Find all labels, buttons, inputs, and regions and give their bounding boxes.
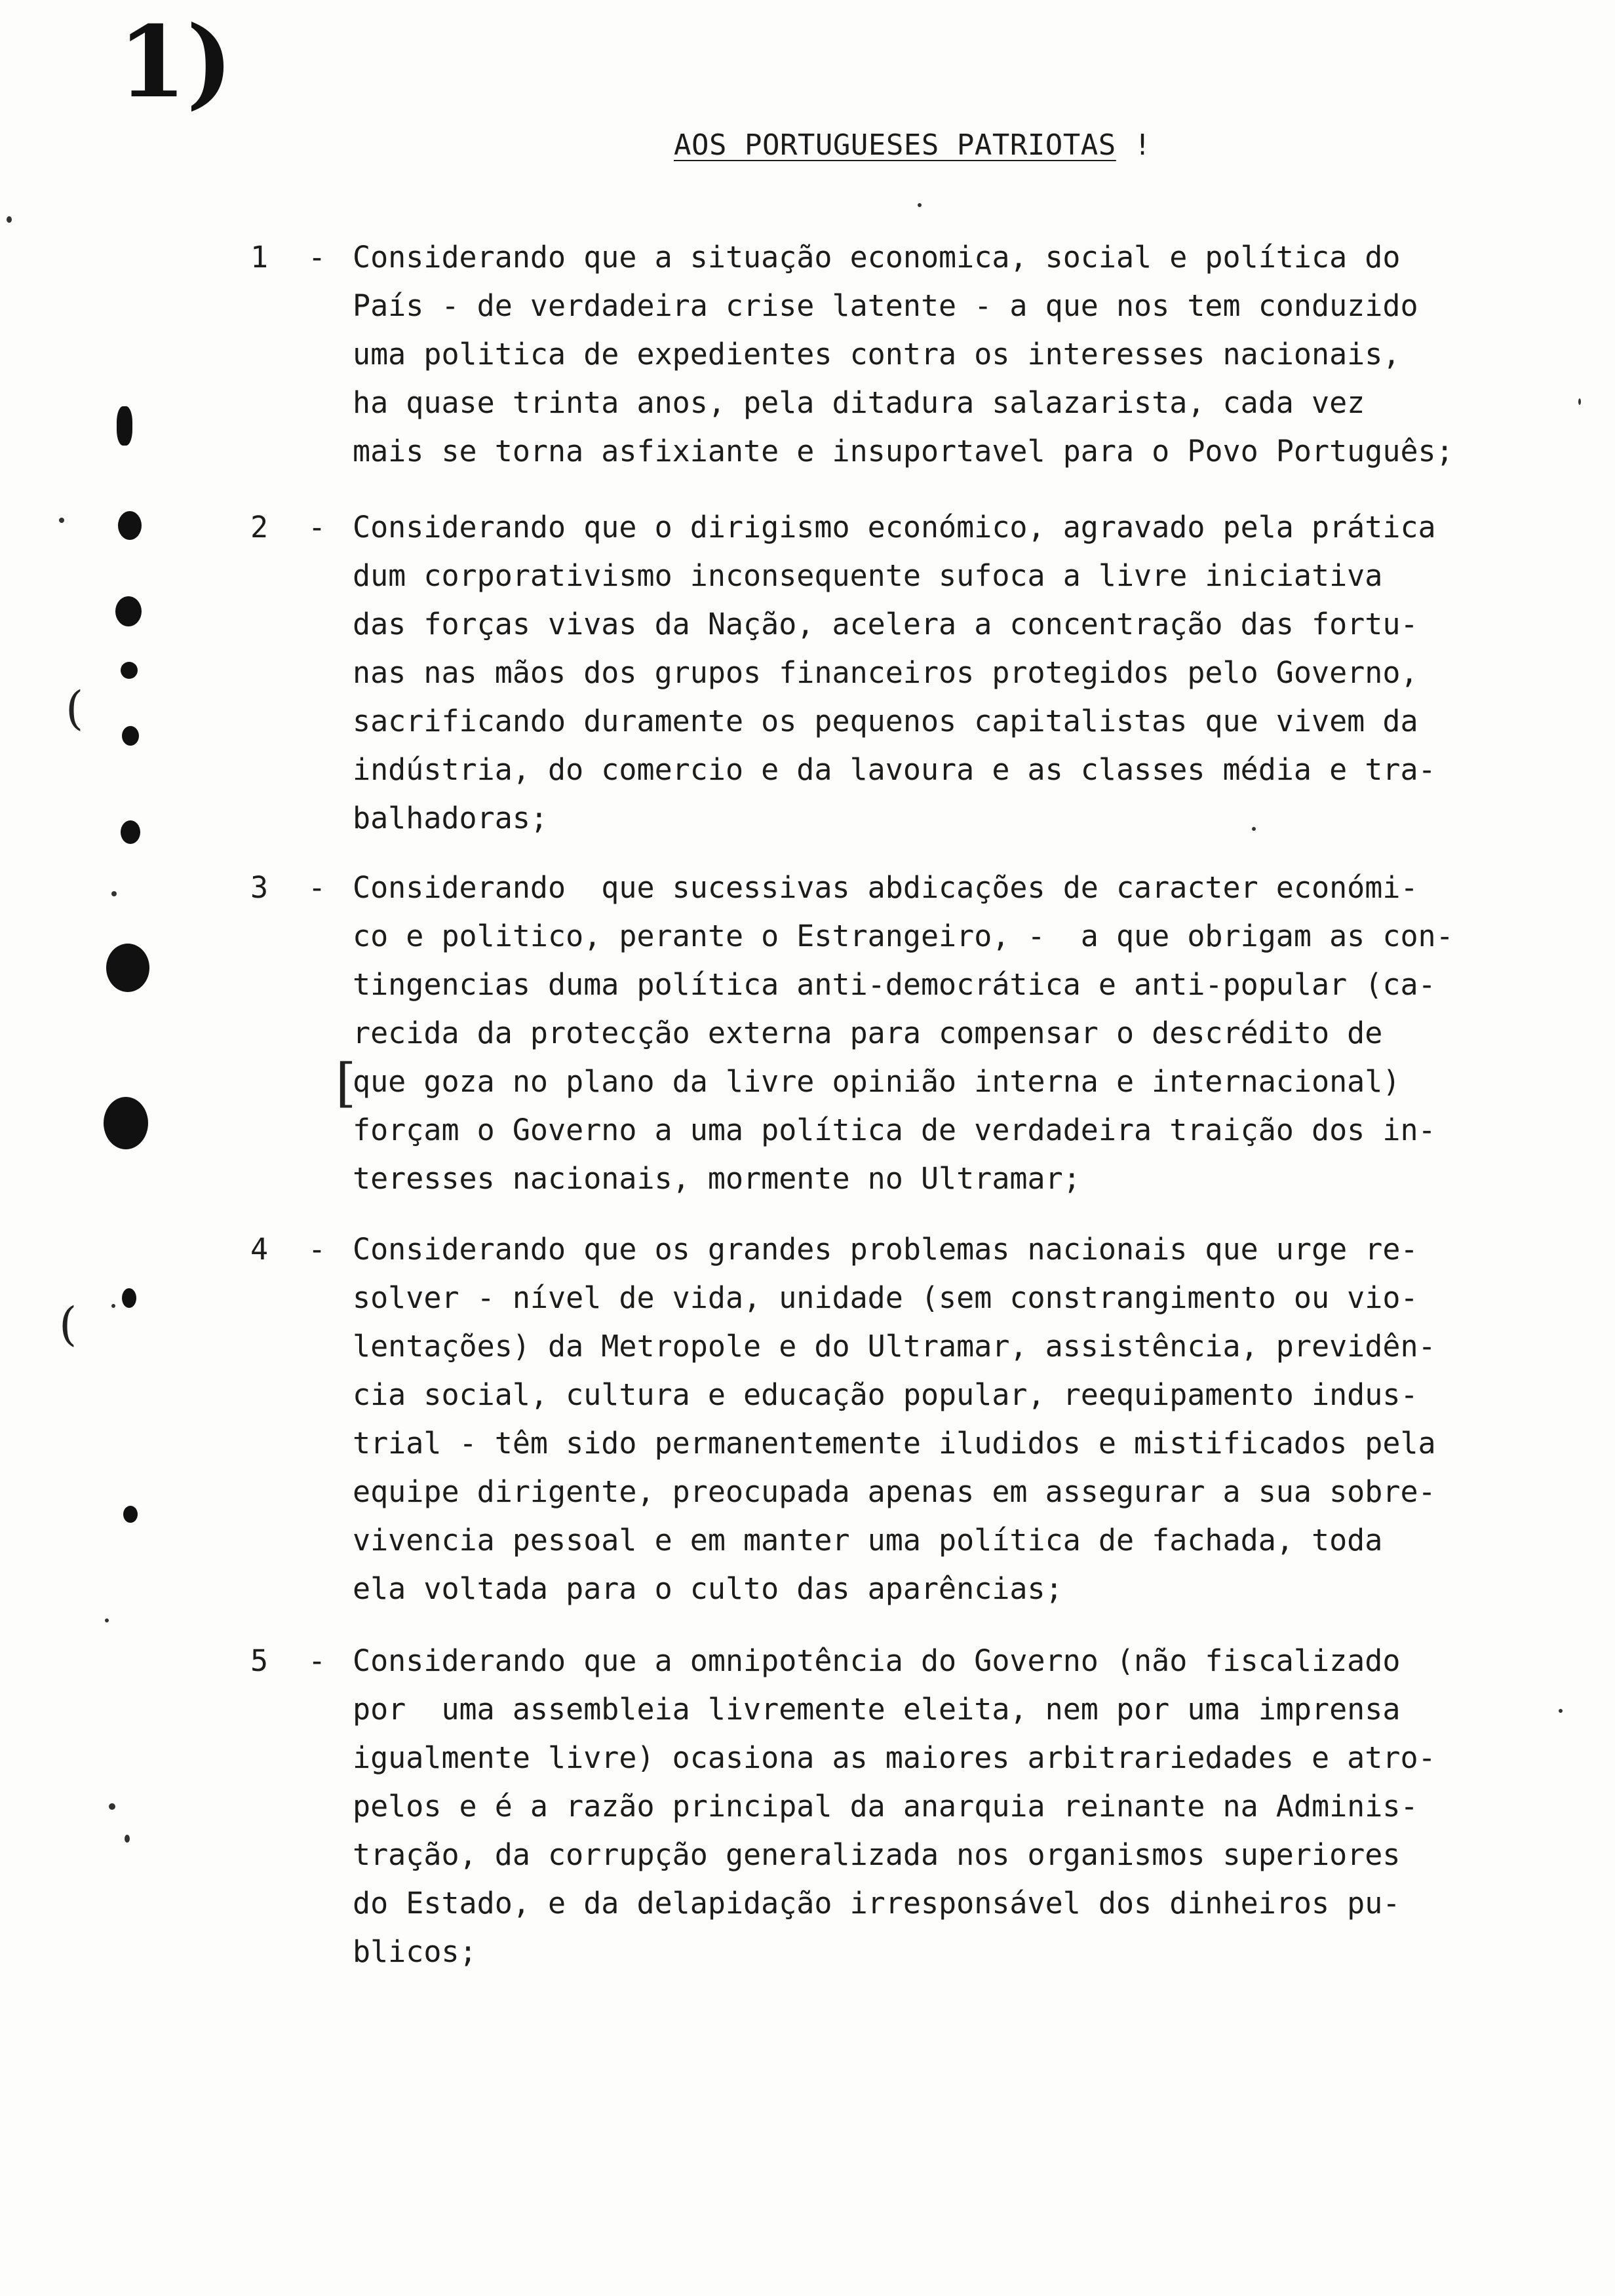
text-line: pelos e é a razão principal da anarquia reinante na Adminis- — [353, 1789, 1418, 1824]
text-line: por uma assembleia livremente eleita, nem por uma imprensa — [353, 1692, 1401, 1727]
text-line: nas nas mãos dos grupos financeiros protegidos pelo Governo, — [353, 655, 1418, 690]
scan-speck — [1252, 827, 1256, 831]
text-line: indústria, do comercio e da lavoura e as classes média e tra- — [353, 752, 1436, 787]
text-line: sacrificando duramente os pequenos capitalistas que vivem da — [353, 704, 1418, 738]
handwritten-margin-mark: 1) — [118, 5, 233, 120]
pen-arc-mark: ( — [59, 1297, 77, 1351]
punch-hole-mark — [121, 820, 140, 844]
scan-speck — [7, 216, 12, 223]
paragraph-dash: - — [308, 870, 326, 905]
text-line: solver - nível de vida, unidade (sem constrangimento ou vio- — [353, 1280, 1418, 1315]
text-line: do Estado, e da delapidação irresponsável dos dinheiros pu- — [353, 1886, 1401, 1921]
text-line: tingencias duma política anti-democrática e anti-popular (ca- — [353, 967, 1436, 1002]
text-line: Considerando que a omnipotência do Governo (não fiscalizado — [353, 1643, 1401, 1678]
text-line: teresses nacionais, mormente no Ultramar; — [353, 1161, 1081, 1196]
punch-hole-mark — [122, 726, 139, 746]
paragraph-number: 4 — [250, 1232, 269, 1267]
text-line: ela voltada para o culto das aparências; — [353, 1571, 1063, 1606]
text-line: balhadoras; — [353, 801, 549, 835]
scan-speck — [1559, 1709, 1563, 1713]
text-line: Considerando que sucessivas abdicações de caracter económi- — [353, 870, 1418, 905]
scan-speck — [125, 1835, 130, 1843]
text-line: das forças vivas da Nação, acelera a concentração das fortu- — [353, 607, 1418, 641]
text-line: trial - têm sido permanentemente iludidos e mistificados pela — [353, 1426, 1436, 1461]
text-line: País - de verdadeira crise latente - a que nos tem conduzido — [353, 288, 1418, 323]
paragraph-number: 1 — [250, 240, 269, 275]
paragraph-number: 5 — [250, 1643, 269, 1678]
punch-hole-mark — [121, 662, 138, 679]
text-line: blicos; — [353, 1934, 477, 1969]
text-line: recida da protecção externa para compensar o descrédito de — [353, 1016, 1383, 1050]
punch-hole-mark — [118, 511, 142, 540]
punch-hole-mark — [106, 944, 149, 992]
paragraph-number: 3 — [250, 870, 269, 905]
text-line: forçam o Governo a uma política de verdadeira traição dos in- — [353, 1113, 1436, 1147]
title-suffix: ! — [1116, 128, 1152, 162]
text-line: Considerando que o dirigismo económico, agravado pela prática — [353, 510, 1436, 545]
paragraph-text — [353, 1637, 1598, 1976]
scan-speck — [59, 518, 64, 523]
text-line: vivencia pessoal e em manter uma política de fachada, toda — [353, 1523, 1383, 1558]
pen-bracket-mark: [ — [336, 1052, 357, 1113]
punch-hole-mark — [115, 596, 142, 626]
title-text: AOS PORTUGUESES PATRIOTAS — [674, 128, 1116, 162]
text-line: ha quase trinta anos, pela ditadura salazarista, cada vez — [353, 385, 1365, 420]
paragraph-text — [353, 503, 1598, 843]
paragraph-number: 2 — [250, 510, 269, 545]
scan-speck — [105, 1618, 109, 1622]
paragraph-dash: - — [308, 1643, 326, 1678]
text-line: lentações) da Metropole e do Ultramar, assistência, previdên- — [353, 1329, 1436, 1364]
text-line: cia social, cultura e educação popular, reequipamento indus- — [353, 1377, 1418, 1412]
text-line: igualmente livre) ocasiona as maiores arbitrariedades e atro- — [353, 1740, 1436, 1775]
scan-speck — [111, 1304, 115, 1308]
punch-hole-mark — [104, 1097, 148, 1149]
text-line: Considerando que a situação economica, social e política do — [353, 240, 1401, 275]
paragraph-dash: - — [308, 510, 326, 545]
text-line: uma politica de expedientes contra os interesses nacionais, — [353, 337, 1401, 372]
scan-speck — [109, 1803, 115, 1810]
paragraph-dash: - — [308, 1232, 326, 1267]
text-line: mais se torna asfixiante e insuportavel para o Povo Português; — [353, 434, 1454, 469]
paragraph-text — [353, 864, 1598, 1203]
text-line: dum corporativismo inconsequente sufoca a livre iniciativa — [353, 558, 1383, 593]
text-line: tração, da corrupção generalizada nos organismos superiores — [353, 1837, 1401, 1872]
punch-hole-mark — [117, 406, 132, 446]
paragraph-dash: - — [308, 240, 326, 275]
scan-speck — [111, 891, 117, 896]
page-title — [674, 128, 1152, 162]
text-line: co e politico, perante o Estrangeiro, - a que obrigam as con- — [353, 919, 1454, 953]
pen-arc-mark: ( — [66, 681, 84, 735]
text-line: equipe dirigente, preocupada apenas em assegurar a sua sobre- — [353, 1474, 1436, 1509]
paragraph-text — [353, 1225, 1598, 1613]
scan-speck — [918, 203, 922, 207]
text-line: que goza no plano da livre opinião interna e internacional) — [353, 1064, 1401, 1099]
paragraph-text — [353, 233, 1598, 476]
punch-hole-mark — [123, 1506, 138, 1523]
punch-hole-mark — [122, 1288, 136, 1308]
scan-speck — [1578, 398, 1581, 405]
text-line: Considerando que os grandes problemas nacionais que urge re- — [353, 1232, 1418, 1267]
